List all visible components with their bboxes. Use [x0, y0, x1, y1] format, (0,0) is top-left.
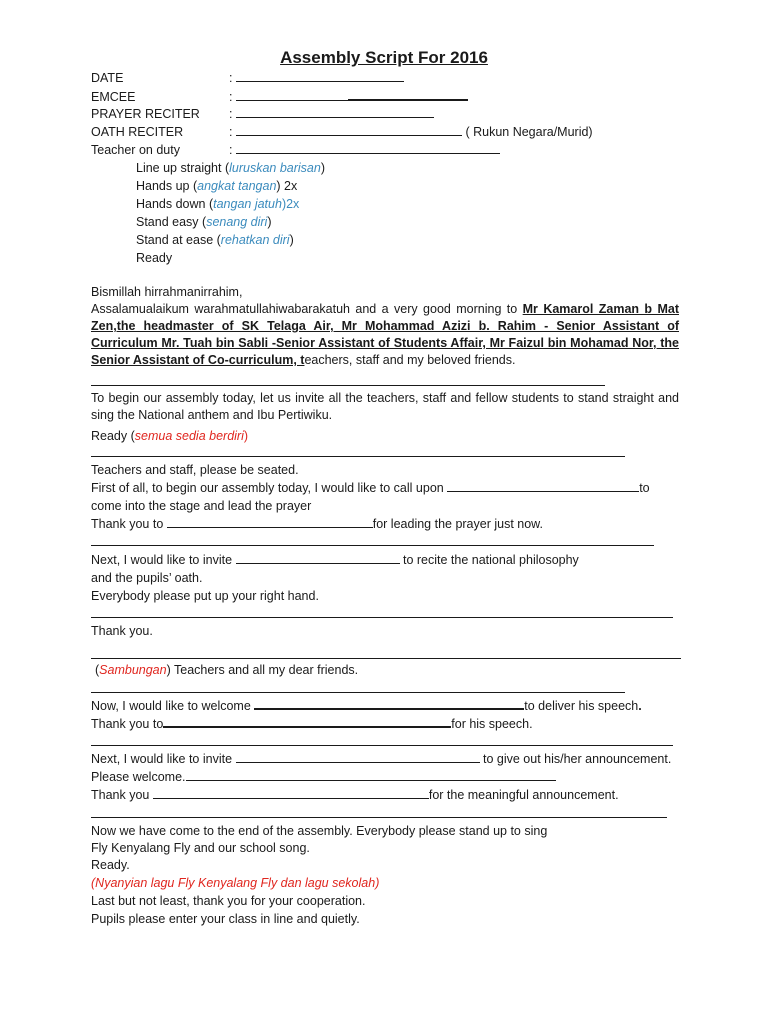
command-text: Hands down (	[136, 197, 214, 211]
command-text: Stand easy (	[136, 215, 207, 229]
prayer-line-4	[91, 516, 543, 532]
date-row	[91, 70, 404, 86]
divider	[91, 617, 673, 618]
announcer-field[interactable]	[236, 751, 480, 763]
oath-reciter-field[interactable]	[236, 124, 462, 136]
command-ready	[136, 250, 172, 266]
oath-reciter-colon: :	[229, 125, 233, 139]
command-text: Hands up (	[136, 179, 198, 193]
announce-line-2	[91, 769, 556, 785]
divider	[91, 692, 625, 693]
command-stand-at-ease	[136, 232, 294, 248]
emcee-field-2[interactable]	[348, 88, 468, 101]
command-malay: tangan jatuh	[213, 197, 282, 211]
prayer-thanks-end: for leading the prayer just now.	[372, 517, 543, 531]
command-hands-up	[136, 178, 297, 194]
command-line-up	[136, 160, 325, 176]
divider	[91, 745, 673, 746]
divider	[91, 385, 605, 386]
speech-welcome-end: to deliver his speech	[524, 699, 639, 713]
prayer-reciter-row	[91, 106, 434, 122]
prayer-line-3: come into the stage and lead the prayer	[91, 499, 312, 513]
command-text: Ready	[136, 251, 173, 265]
command-tail: )2x	[281, 197, 300, 211]
command-tail: )	[267, 215, 272, 229]
greeting-dignitaries: Mr Kamarol Zaman b Mat Zen,the headmaster of SK Telaga Air, Mr Mohammad Azizi b. Rahim - Senior Assistant of Curriculum Mr. Tuah bin Sabli -Senior Assistant of Students Affair, Mr Faizul bin Mohamad Nor, the Senior Assistant of Co-curriculum, t	[91, 302, 679, 367]
closing-line-3: Ready.	[91, 858, 130, 872]
prayer-line-2	[91, 480, 650, 496]
prayer-call-text: First of all, to begin our assembly today, I would like to call upon	[91, 481, 448, 495]
command-malay: angkat tangan	[197, 179, 277, 193]
speech-giver-field[interactable]	[254, 697, 524, 710]
page-title: Assembly Script For 2016	[280, 48, 488, 67]
sambungan-line	[95, 662, 358, 678]
command-tail: )	[320, 161, 325, 175]
closing-line-4: (Nyanyian lagu Fly Kenyalang Fly dan lagu sekolah)	[91, 876, 380, 890]
bismillah-line: Bismillah hirrahmanirrahim,	[91, 285, 243, 299]
oath-thanks: Thank you.	[91, 624, 153, 638]
ready-tail: )	[243, 429, 249, 443]
speech-line-2	[91, 715, 533, 732]
prayer-reciter-label: PRAYER RECITER	[91, 107, 200, 121]
ready-text: Ready (	[91, 429, 135, 443]
greeting-paragraph	[91, 301, 679, 369]
speech-thanks-text: Thank you to	[91, 717, 164, 731]
teacher-on-duty-field[interactable]	[236, 142, 500, 154]
ready-malay: semua sedia berdiri	[134, 429, 244, 443]
oath-line-3: Everybody please put up your right hand.	[91, 589, 319, 603]
oath-reciter-label: OATH RECITER	[91, 125, 184, 139]
sambungan-open: (	[95, 663, 100, 677]
greeting-text: Assalamualaikum warahmatullahiwabarakatuh and a very good morning to	[91, 302, 523, 316]
command-text: Line up straight (	[136, 161, 230, 175]
announce-invite-end: to give out his/her announcement.	[479, 752, 672, 766]
announce-welcome-field[interactable]	[186, 769, 556, 781]
sambungan-text: ) Teachers and all my dear friends.	[166, 663, 359, 677]
date-label: DATE	[91, 71, 124, 85]
command-hands-down	[136, 196, 299, 212]
emcee-row	[91, 88, 468, 105]
oath-line-1	[91, 552, 579, 568]
prayer-reciter-field[interactable]	[236, 106, 434, 118]
announce-thanks-text: Thank you	[91, 788, 153, 802]
closing-line-2: Fly Kenyalang Fly and our school song.	[91, 841, 310, 855]
divider	[91, 817, 667, 818]
command-malay: senang diri	[206, 215, 268, 229]
emcee-field-1[interactable]	[236, 89, 348, 101]
oath-invite-text: Next, I would like to invite	[91, 553, 236, 567]
announce-welcome-text: Please welcome.	[91, 770, 186, 784]
prayer-leader-field[interactable]	[447, 480, 639, 492]
oath-invite-end: to recite the national philosophy	[399, 553, 579, 567]
prayer-call-to: to	[639, 481, 650, 495]
date-colon: :	[229, 71, 233, 85]
command-tail: )	[289, 233, 294, 247]
divider	[91, 658, 681, 659]
prayer-thanks-text: Thank you to	[91, 517, 167, 531]
prayer-thanks-field[interactable]	[167, 516, 373, 528]
prayer-line-1: Teachers and staff, please be seated.	[91, 463, 299, 477]
announce-thanks-field[interactable]	[153, 787, 429, 799]
divider	[91, 456, 625, 457]
greeting-end: eachers, staff and my beloved friends.	[304, 353, 516, 367]
command-stand-easy	[136, 214, 272, 230]
oath-line-2: and the pupils’ oath.	[91, 571, 203, 585]
speech-welcome-text: Now, I would like to welcome	[91, 699, 255, 713]
command-malay: rehatkan diri	[220, 233, 290, 247]
prayer-reciter-colon: :	[229, 107, 233, 121]
oath-reciter-note: ( Rukun Negara/Murid)	[465, 125, 593, 139]
teacher-on-duty-label: Teacher on duty	[91, 143, 180, 157]
speech-line-1	[91, 697, 642, 714]
speech-period: .	[638, 699, 642, 713]
closing-line-1: Now we have come to the end of the assembly. Everybody please stand up to sing	[91, 824, 548, 838]
announce-invite-text: Next, I would like to invite	[91, 752, 236, 766]
sambungan-malay: Sambungan	[99, 663, 167, 677]
announce-thanks-end: for the meaningful announcement.	[428, 788, 619, 802]
emcee-colon: :	[229, 90, 233, 104]
anthem-paragraph: To begin our assembly today, let us invite all the teachers, staff and fellow students to stand straight and sing the National anthem and Ibu Pertiwiku.	[91, 391, 679, 422]
closing-line-6: Pupils please enter your class in line and quietly.	[91, 912, 360, 926]
command-tail: ) 2x	[276, 179, 298, 193]
command-text: Stand at ease (	[136, 233, 221, 247]
oath-reciter-row	[91, 124, 593, 140]
divider	[91, 545, 654, 546]
command-malay: luruskan barisan	[229, 161, 321, 175]
emcee-label: EMCEE	[91, 90, 136, 104]
anthem-ready	[91, 428, 248, 444]
speech-thanks-field[interactable]	[163, 715, 451, 728]
teacher-on-duty-colon: :	[229, 143, 233, 157]
date-field[interactable]	[236, 70, 404, 82]
announce-line-1	[91, 751, 671, 767]
announce-line-3	[91, 787, 619, 803]
closing-line-5: Last but not least, thank you for your cooperation.	[91, 894, 366, 908]
speech-thanks-end: for his speech.	[451, 717, 533, 731]
teacher-on-duty-row	[91, 142, 500, 158]
oath-reciter-invite-field[interactable]	[236, 552, 400, 564]
